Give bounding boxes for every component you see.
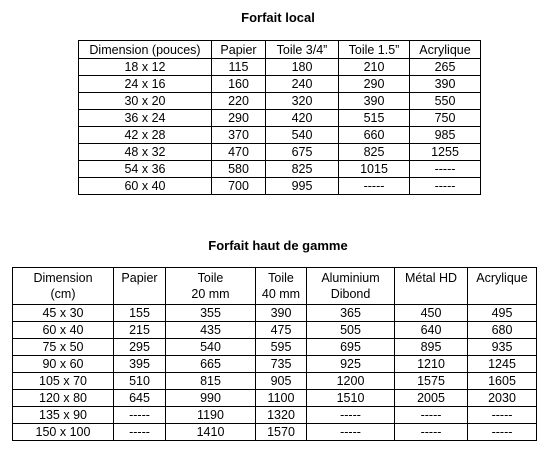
- price-cell: 895: [395, 339, 468, 356]
- price-cell: 540: [266, 127, 339, 144]
- table-row: [13, 322, 537, 339]
- price-cell: 1575: [395, 373, 468, 390]
- table-row: [79, 76, 481, 93]
- price-cell: 935: [468, 339, 537, 356]
- header-toile-40mm: [256, 268, 307, 305]
- price-cell: 640: [395, 322, 468, 339]
- price-cell: 510: [114, 373, 166, 390]
- table-row: [13, 373, 537, 390]
- price-cell: 390: [339, 93, 410, 110]
- price-cell: -----: [410, 178, 481, 195]
- price-cell: 495: [468, 305, 537, 322]
- price-cell: 215: [114, 322, 166, 339]
- table-row: [79, 161, 481, 178]
- forfait-haut-de-gamme-title: Forfait haut de gamme: [208, 238, 348, 253]
- price-cell: 240: [266, 76, 339, 93]
- price-cell: 1210: [395, 356, 468, 373]
- forfait-local-table: [78, 40, 481, 195]
- dimension-cell: 54 x 36: [79, 161, 212, 178]
- dimension-cell: 75 x 50: [13, 339, 114, 356]
- price-cell: 365: [307, 305, 395, 322]
- price-cell: 1320: [256, 407, 307, 424]
- price-cell: 905: [256, 373, 307, 390]
- dimension-cell: 150 x 100: [13, 424, 114, 441]
- header-line: Aluminium: [321, 271, 380, 285]
- price-cell: 1100: [256, 390, 307, 407]
- table-row: [79, 178, 481, 195]
- header-line: Acrylique: [476, 271, 528, 285]
- price-cell: -----: [307, 424, 395, 441]
- price-cell: -----: [395, 424, 468, 441]
- price-cell: -----: [339, 178, 410, 195]
- dimension-cell: 24 x 16: [79, 76, 212, 93]
- price-cell: 815: [166, 373, 256, 390]
- price-cell: -----: [395, 407, 468, 424]
- price-cell: 1255: [410, 144, 481, 161]
- forfait-haut-de-gamme-table: [12, 267, 537, 441]
- table-row: [13, 356, 537, 373]
- header-toile-1-5: Toile 1.5”: [339, 41, 410, 59]
- header-aluminium-dibond: [307, 268, 395, 305]
- price-cell: 675: [266, 144, 339, 161]
- header-acrylique: [468, 268, 537, 305]
- price-cell: 825: [339, 144, 410, 161]
- price-cell: 1200: [307, 373, 395, 390]
- header-line: Dibond: [330, 287, 371, 301]
- price-cell: 220: [212, 93, 266, 110]
- header-papier: [114, 268, 166, 305]
- price-cell: 395: [114, 356, 166, 373]
- header-line: Dimension: [33, 271, 93, 285]
- price-cell: 515: [339, 110, 410, 127]
- price-cell: 645: [114, 390, 166, 407]
- dimension-cell: 45 x 30: [13, 305, 114, 322]
- price-cell: 210: [339, 59, 410, 76]
- price-cell: 580: [212, 161, 266, 178]
- price-cell: 505: [307, 322, 395, 339]
- price-cell: 1190: [166, 407, 256, 424]
- price-cell: 2005: [395, 390, 468, 407]
- dimension-cell: 30 x 20: [79, 93, 212, 110]
- table-row: [13, 339, 537, 356]
- table-row: [79, 144, 481, 161]
- price-cell: 390: [410, 76, 481, 93]
- price-cell: 695: [307, 339, 395, 356]
- price-cell: -----: [410, 161, 481, 178]
- price-cell: 155: [114, 305, 166, 322]
- forfait-local-header-row: [79, 41, 481, 59]
- price-cell: 735: [256, 356, 307, 373]
- dimension-cell: 42 x 28: [79, 127, 212, 144]
- price-cell: -----: [468, 407, 537, 424]
- header-toile-20mm: [166, 268, 256, 305]
- price-cell: 595: [256, 339, 307, 356]
- header-line: Toile: [268, 271, 294, 285]
- price-cell: 1510: [307, 390, 395, 407]
- price-cell: 115: [212, 59, 266, 76]
- price-cell: 265: [410, 59, 481, 76]
- dimension-cell: 90 x 60: [13, 356, 114, 373]
- table-row: [79, 127, 481, 144]
- price-cell: 985: [410, 127, 481, 144]
- price-cell: 925: [307, 356, 395, 373]
- table-row: [79, 93, 481, 110]
- table-row: [79, 110, 481, 127]
- table-row: [13, 390, 537, 407]
- price-cell: -----: [114, 424, 166, 441]
- price-cell: 700: [212, 178, 266, 195]
- price-cell: 470: [212, 144, 266, 161]
- price-cell: 420: [266, 110, 339, 127]
- price-cell: 1570: [256, 424, 307, 441]
- price-cell: 1245: [468, 356, 537, 373]
- dimension-cell: 105 x 70: [13, 373, 114, 390]
- price-cell: 990: [166, 390, 256, 407]
- table-row: [13, 407, 537, 424]
- dimension-cell: 120 x 80: [13, 390, 114, 407]
- header-line: Toile: [197, 271, 224, 285]
- price-cell: 1410: [166, 424, 256, 441]
- forfait-hdg-body: [13, 305, 537, 441]
- price-cell: 825: [266, 161, 339, 178]
- header-metal-hd: [395, 268, 468, 305]
- header-line: (cm): [50, 287, 76, 301]
- forfait-local-title: Forfait local: [241, 10, 315, 25]
- dimension-cell: 18 x 12: [79, 59, 212, 76]
- price-cell: 180: [266, 59, 339, 76]
- price-cell: 290: [212, 110, 266, 127]
- dimension-cell: 48 x 32: [79, 144, 212, 161]
- price-cell: 1015: [339, 161, 410, 178]
- price-cell: 290: [339, 76, 410, 93]
- header-line: 40 mm: [261, 287, 301, 301]
- table-row: [79, 59, 481, 76]
- price-cell: 160: [212, 76, 266, 93]
- dimension-cell: 36 x 24: [79, 110, 212, 127]
- price-cell: 295: [114, 339, 166, 356]
- price-cell: 370: [212, 127, 266, 144]
- price-cell: 355: [166, 305, 256, 322]
- price-cell: 2030: [468, 390, 537, 407]
- price-cell: 320: [266, 93, 339, 110]
- dimension-cell: 60 x 40: [79, 178, 212, 195]
- forfait-hdg-header-row: [13, 268, 537, 305]
- price-cell: -----: [114, 407, 166, 424]
- header-papier: Papier: [212, 41, 266, 59]
- price-cell: 435: [166, 322, 256, 339]
- price-cell: 660: [339, 127, 410, 144]
- dimension-cell: 60 x 40: [13, 322, 114, 339]
- table-row: [13, 424, 537, 441]
- price-cell: 680: [468, 322, 537, 339]
- price-cell: 540: [166, 339, 256, 356]
- header-acrylique: Acrylique: [410, 41, 481, 59]
- header-line: Papier: [121, 271, 158, 285]
- price-cell: -----: [307, 407, 395, 424]
- price-cell: 750: [410, 110, 481, 127]
- price-cell: 1605: [468, 373, 537, 390]
- header-toile-3-4: Toile 3/4”: [266, 41, 339, 59]
- price-cell: 450: [395, 305, 468, 322]
- dimension-cell: 135 x 90: [13, 407, 114, 424]
- price-cell: -----: [468, 424, 537, 441]
- forfait-local-body: [79, 59, 481, 195]
- price-cell: 390: [256, 305, 307, 322]
- table-row: [13, 305, 537, 322]
- header-dimension-pouces: Dimension (pouces): [79, 41, 212, 59]
- price-cell: 995: [266, 178, 339, 195]
- header-line: 20 mm: [191, 287, 230, 301]
- header-dimension-cm: [13, 268, 114, 305]
- price-cell: 475: [256, 322, 307, 339]
- header-line: Métal HD: [404, 271, 458, 285]
- price-cell: 665: [166, 356, 256, 373]
- price-cell: 550: [410, 93, 481, 110]
